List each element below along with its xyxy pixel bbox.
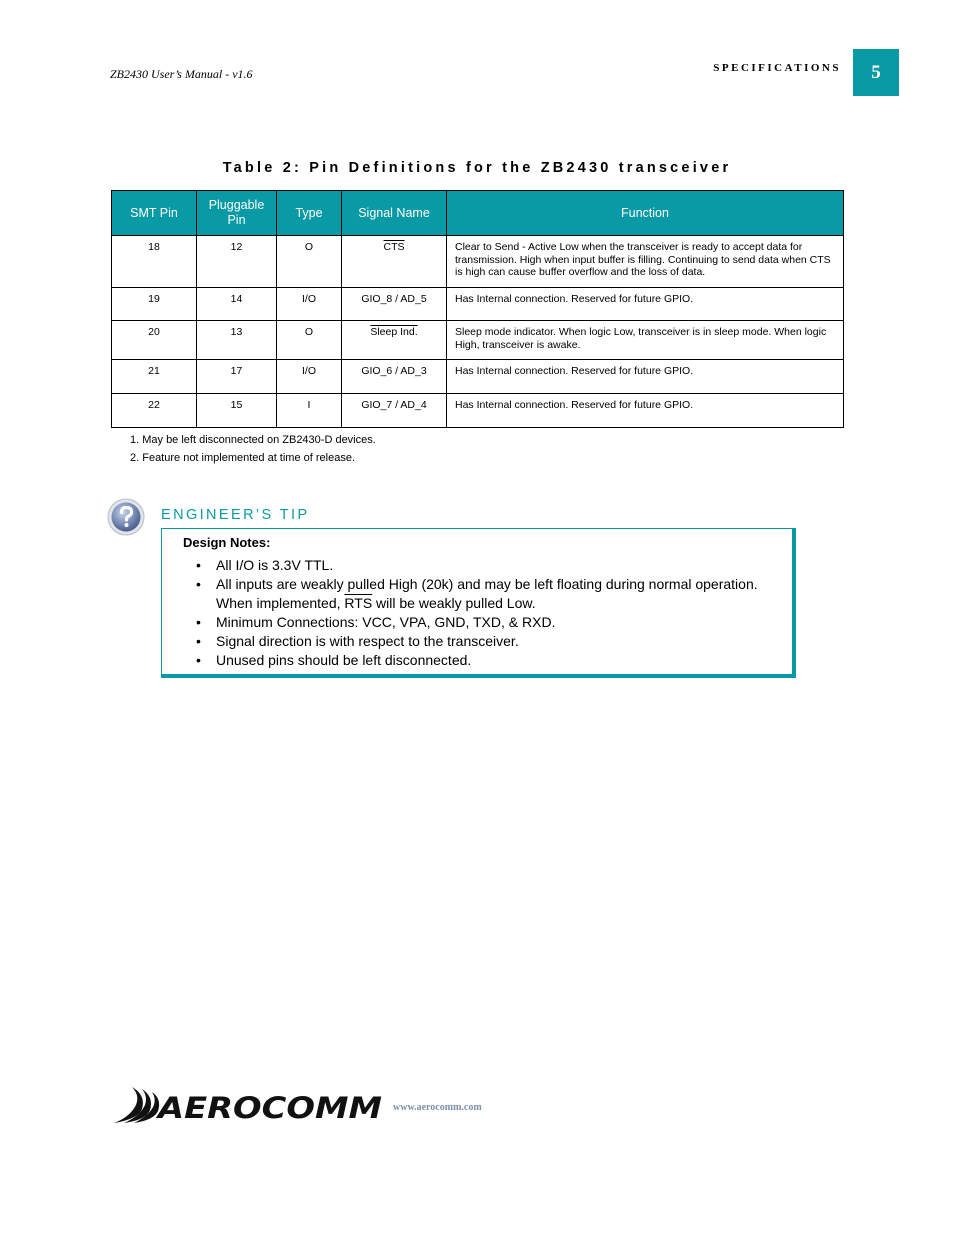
cell-function: Has Internal connection. Reserved for future GPIO.	[447, 360, 844, 394]
cell-type: I	[277, 394, 342, 428]
cell-signal-name: GIO_7 / AD_4	[342, 394, 447, 428]
signal-name-active-low: $\overline{CTS}$	[383, 241, 405, 253]
cell-function: Has Internal connection. Reserved for future GPIO.	[447, 288, 844, 321]
cell-signal-name	[342, 236, 447, 288]
table-row	[112, 288, 844, 321]
list-item-line: All inputs are weakly pulled High (20k) and may be left floating during normal operation.	[216, 576, 758, 592]
cell-smt-pin: 19	[112, 288, 197, 321]
rts-signal-active-low: $\overline{RTS}$	[344, 595, 373, 611]
aerocomm-logo	[112, 1083, 387, 1127]
logo-wordmark: AEROCOMM	[155, 1091, 383, 1125]
engineers-tip-box	[161, 528, 796, 678]
pin-definitions-table	[111, 190, 844, 428]
cell-type: O	[277, 321, 342, 360]
cell-pluggable-pin: 12	[197, 236, 277, 288]
header-function: Function	[447, 191, 844, 236]
table-caption: Table 2: Pin Definitions for the ZB2430 transceiver	[222, 160, 732, 176]
cell-smt-pin: 20	[112, 321, 197, 360]
cell-type: I/O	[277, 360, 342, 394]
list-item-line-post: will be weakly pulled Low.	[372, 595, 536, 611]
footnote: 1. May be left disconnected on ZB2430-D devices.	[130, 434, 376, 446]
question-mark-icon	[106, 497, 146, 537]
header-signal-name: Signal Name	[342, 191, 447, 236]
cell-pluggable-pin: 13	[197, 321, 277, 360]
list-item-line-pre: When implemented,	[216, 595, 345, 611]
table-header-row	[112, 191, 844, 236]
header-pluggable-pin	[197, 191, 277, 236]
header-pluggable-line1: Pluggable	[208, 198, 265, 212]
cell-smt-pin: 22	[112, 394, 197, 428]
list-item: • Minimum Connections: VCC, VPA, GND, TXD, & RXD.	[196, 613, 786, 632]
header-smt-pin: SMT Pin	[112, 191, 197, 236]
table-footnotes	[130, 431, 376, 467]
website-url: www.aerocomm.com	[393, 1102, 482, 1113]
cell-signal-name: GIO_8 / AD_5	[342, 288, 447, 321]
tip-list	[196, 556, 786, 670]
cell-smt-pin: 21	[112, 360, 197, 394]
table-row	[112, 360, 844, 394]
cell-pluggable-pin: 15	[197, 394, 277, 428]
logo-swoosh-icon	[114, 1087, 159, 1123]
list-item: • All I/O is 3.3V TTL.	[196, 556, 786, 575]
cell-function: Sleep mode indicator. When logic Low, transceiver is in sleep mode. When logic High, transceiver is awake.	[447, 321, 844, 360]
tip-title: Design Notes:	[183, 535, 271, 550]
running-head: ZB2430 User’s Manual - v1.6	[110, 67, 253, 81]
cell-function: Clear to Send - Active Low when the transceiver is ready to accept data for transmission. High when input buffer is filling. Continuing to send data when CTS is high can cause buffer overflow and the loss of data.	[447, 236, 844, 288]
signal-name-active-low: Sleep Ind.	[370, 326, 418, 338]
cell-signal-name	[342, 321, 447, 360]
engineers-tip-heading: ENGINEER’S TIP	[161, 507, 310, 523]
list-item: • Signal direction is with respect to the transceiver.	[196, 632, 786, 651]
list-item	[196, 575, 786, 613]
list-item: • Unused pins should be left disconnected.	[196, 651, 786, 670]
table-row	[112, 236, 844, 288]
cell-type: O	[277, 236, 342, 288]
page-number-box: 5	[853, 49, 899, 96]
cell-pluggable-pin: 17	[197, 360, 277, 394]
cell-smt-pin: 18	[112, 236, 197, 288]
table-row	[112, 394, 844, 428]
cell-signal-name: GIO_6 / AD_3	[342, 360, 447, 394]
cell-pluggable-pin: 14	[197, 288, 277, 321]
header-pluggable-line2: Pin	[227, 213, 246, 227]
section-title: SPECIFICATIONS	[713, 62, 841, 74]
header-type: Type	[277, 191, 342, 236]
footnote: 2. Feature not implemented at time of release.	[130, 452, 356, 464]
cell-function: Has Internal connection. Reserved for future GPIO.	[447, 394, 844, 428]
table-row	[112, 321, 844, 360]
cell-type: I/O	[277, 288, 342, 321]
